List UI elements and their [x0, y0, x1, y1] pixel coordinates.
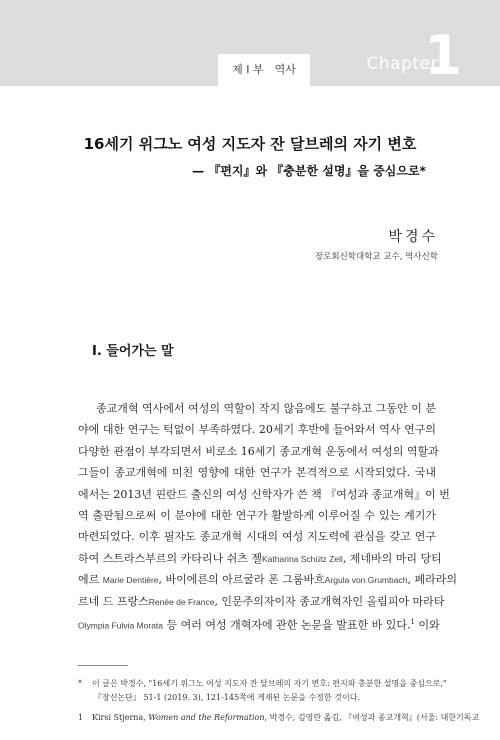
body-text: 하여 스트라스부르의 카타리나 쉬츠 젤	[78, 551, 263, 565]
author-affiliation: 장로회신학대학교 교수, 역사신학	[314, 252, 438, 262]
body-line: 종교개혁 역사에서 여성의 역할이 작지 않음에도 불구하고 그동안 이 분	[96, 402, 436, 415]
article-subtitle: — 『편지』와 『충분한 설명』을 중심으로*	[192, 164, 426, 178]
footnote-star	[78, 677, 447, 691]
footnote-text: Kirsi Stjerna,	[92, 713, 149, 722]
body-line	[78, 548, 442, 569]
footnote-ref[interactable]: 1	[410, 617, 415, 626]
body-text: 에르	[78, 573, 100, 587]
body-text: , 페라라의	[407, 573, 457, 587]
body-text: 등 여러 여성 개혁자에 관한 논문을 발표한 바 있다.	[163, 618, 411, 632]
body-line	[78, 569, 457, 590]
body-text: , 바이에른의 아르굴라 폰 그룸바흐	[158, 573, 325, 587]
footnote-divider	[78, 665, 128, 666]
article-title: 16세기 위그노 여성 지도자 잔 달브레의 자기 변호	[83, 135, 417, 153]
body-text: , 인문주의자이자 종교개혁자인 올림피아 마라타	[214, 594, 445, 608]
chapter-number: 1	[424, 24, 462, 87]
body-text: 이와	[414, 618, 440, 632]
body-text: , 제네바의 마리 당티	[342, 551, 442, 565]
footnote-mark: *	[78, 679, 82, 688]
body-text: 르네 드 프랑스	[78, 594, 149, 608]
body-line: 다양한 관점이 부각되면서 비로소 16세기 종교개혁 운동에서 여성의 역할과	[78, 444, 439, 458]
author-name: 박경수	[388, 229, 438, 245]
body-paragraph	[78, 398, 457, 633]
latin-name: Katharina Schütz Zell	[262, 553, 343, 564]
body-line: 그들이 종교개혁에 미친 영향에 대한 연구가 본격적으로 시작되었다. 국내	[78, 466, 436, 480]
body-line	[78, 612, 440, 633]
body-line: 역 출판됨으로써 이 분야에 대한 연구가 활발하게 이루어질 수 있는 계기가	[78, 508, 436, 522]
body-line: 야에 대한 연구는 턱없이 부족하였다. 20세기 후반에 들어와서 역사 연구의	[78, 423, 436, 437]
footnote-book-title: Women and the Reformation	[148, 713, 265, 722]
body-line: 에서는 2013년 핀란드 출신의 여성 신학자가 쓴 책 『여성과 종교개혁』이 번	[78, 487, 450, 501]
section-heading: I. 들어가는 말	[92, 344, 174, 359]
footnote-1	[78, 711, 480, 725]
footnote-text: 이 글은 박경수, "16세기 위그노 여성 지도자 잔 달브레의 자기 변호: 편지와 충분한 설명을 중심으로,"	[92, 679, 447, 688]
section-tab: 제 I 부 역사	[218, 54, 310, 86]
footnote-text: , 박경수, 김영란 옮김, 『여성과 종교개혁』(서울: 대한기독교	[264, 713, 480, 722]
latin-name: Renée de France	[148, 596, 215, 607]
footnote-text: 『장신논단』 51-1 (2019. 3), 121-145쪽에 게재된 논문을 수정한 것이다.	[94, 693, 360, 702]
body-line	[78, 591, 445, 612]
chapter-label: Chapter	[366, 54, 438, 74]
body-line: 마련되었다. 이후 필자도 종교개혁 시대의 여성 지도력에 관심을 갖고 연구	[78, 530, 436, 544]
footnote-mark: 1	[78, 713, 84, 722]
latin-name: Olympia Fulvia Morata	[78, 620, 164, 631]
latin-name: Marie Dentière	[102, 575, 159, 586]
latin-name: Argula von Grumbach	[324, 575, 408, 586]
